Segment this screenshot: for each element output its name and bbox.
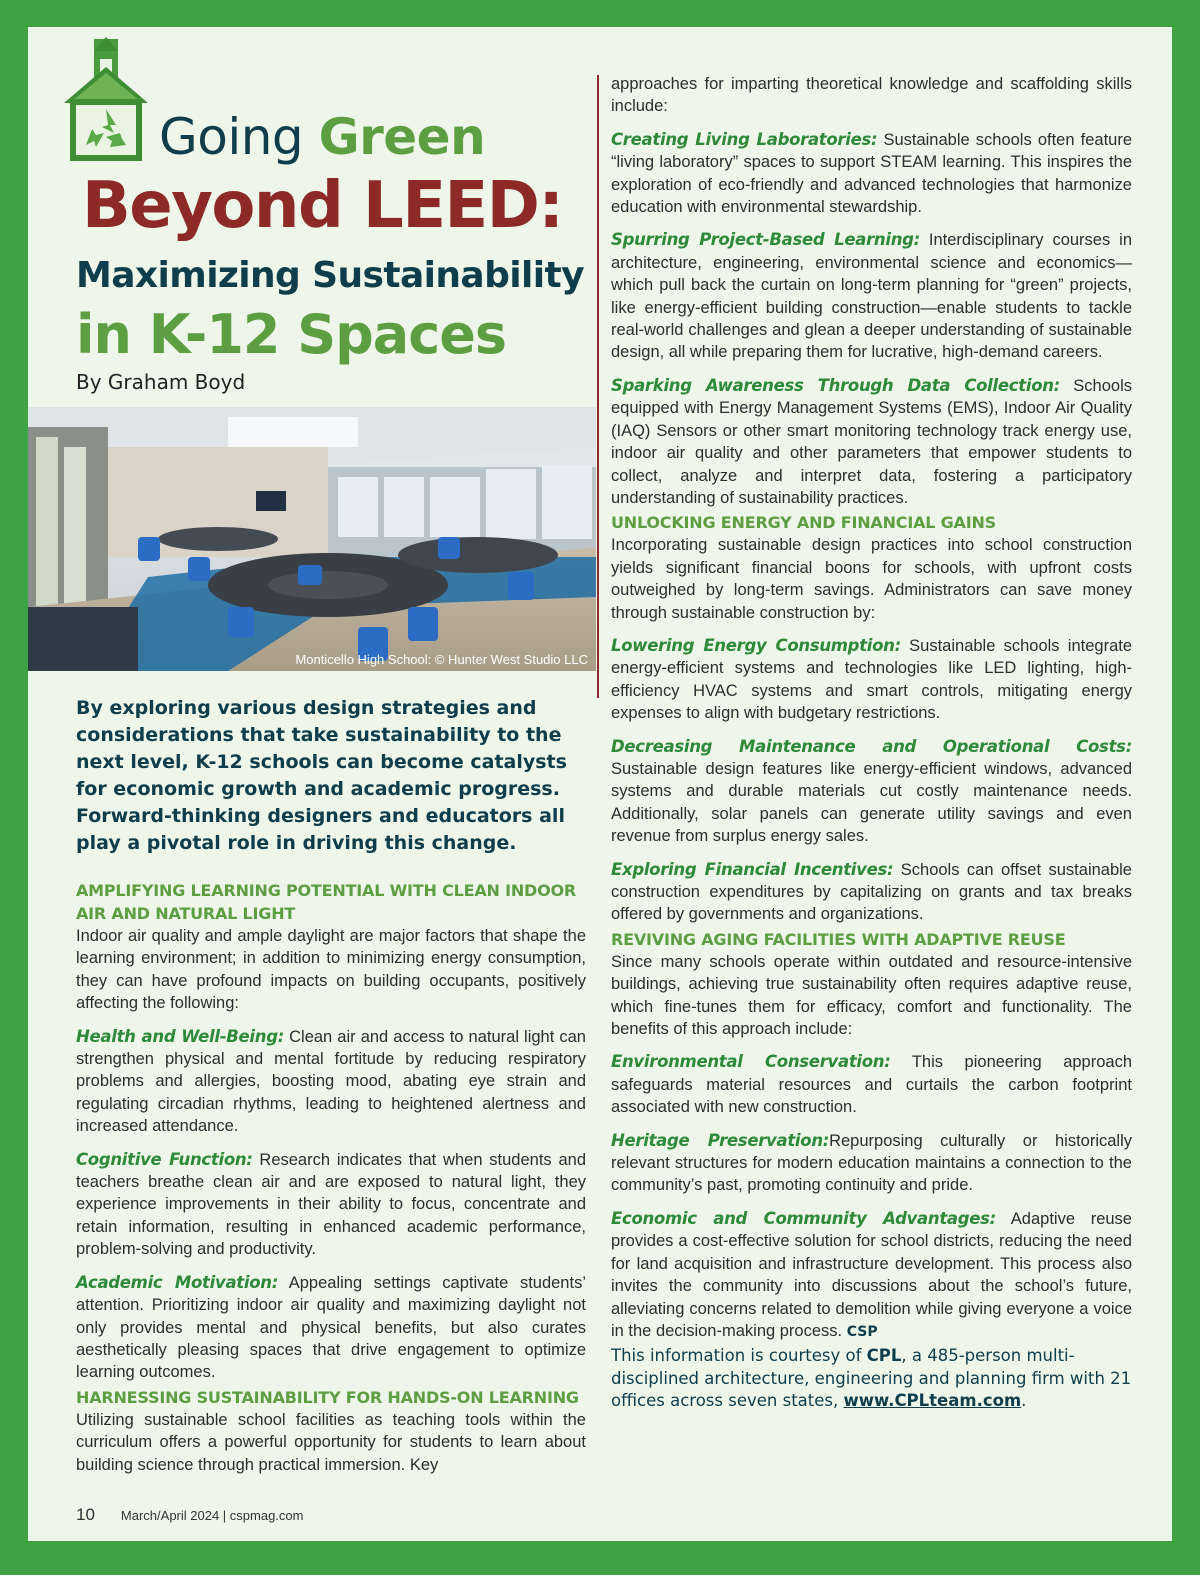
right-body bbox=[611, 73, 1132, 1413]
list-item bbox=[76, 1272, 586, 1384]
section-heading-reviving: REVIVING AGING FACILITIES WITH ADAPTIVE REUSE bbox=[611, 929, 1066, 949]
section-heading-harnessing: HARNESSING SUSTAINABILITY FOR HANDS-ON LEARNING bbox=[76, 1387, 579, 1407]
left-column bbox=[28, 27, 600, 1541]
item-text: Repurposing culturally or historically relevant structures for modern education maintains a connection to the community’s past, promoting continuity and pride. bbox=[611, 1131, 1132, 1195]
section-intro: Since many schools operate within outdated and resource-intensive buildings, achieving true sustainability often requires adaptive reuse, which fine-tunes them for efficacy, comfort and functionality. The benefits of this approach include: bbox=[611, 952, 1132, 1039]
item-term: Environmental Conservation: bbox=[611, 1052, 891, 1072]
section-intro: Incorporating sustainable design practices into school construction yields significant financial boons for schools, with upfront costs outweighed by long-term savings. Administrators can save money through sustainable construction by: bbox=[611, 536, 1132, 622]
item-text: This pioneering approach safeguards material resources and curtails the carbon footprint associated with new construction. bbox=[611, 1053, 1132, 1117]
list-item bbox=[611, 1051, 1132, 1118]
item-text: Schools equipped with Energy Management Systems (EMS), Indoor Air Quality (IAQ) Sensors or other smart monitoring technology track energy use, indoor air quality and other parameters that empower students to collect, analyze and interpret data, fostering a participatory understanding of sustainability practices. bbox=[611, 376, 1132, 507]
issue-info: March/April 2024 | cspmag.com bbox=[120, 1508, 304, 1523]
end-mark: CSP bbox=[846, 1323, 878, 1340]
section-heading-unlocking: UNLOCKING ENERGY AND FINANCIAL GAINS bbox=[611, 513, 997, 533]
item-term: Creating Living Laboratories: bbox=[611, 129, 878, 149]
item-term: Sparking Awareness Through Data Collection: bbox=[611, 375, 1060, 395]
left-body bbox=[76, 879, 586, 1476]
article-subtitle-line1: Maximizing Sustainability bbox=[76, 255, 584, 296]
list-item bbox=[611, 859, 1132, 926]
right-column bbox=[599, 27, 1172, 1541]
item-term: Economic and Community Advantages: bbox=[611, 1208, 996, 1228]
item-term: Exploring Financial Incentives: bbox=[611, 859, 894, 879]
list-item bbox=[611, 1208, 1132, 1343]
kicker-going: Going bbox=[159, 108, 304, 166]
item-text: Research indicates that when students and teachers breathe clean air and are exposed to natural light, they experience improvements in their ability to focus, concentrate and retain information, resulting in enhanced academic performance, problem-solving and productivity. bbox=[76, 1150, 586, 1259]
list-item bbox=[76, 1026, 586, 1138]
credit-text: . bbox=[1021, 1391, 1027, 1411]
kicker-green: Green bbox=[318, 108, 486, 166]
page-number: 10 bbox=[76, 1505, 95, 1524]
list-item bbox=[611, 129, 1132, 219]
classroom-photo bbox=[28, 407, 596, 671]
credit-text: This information is courtesy of bbox=[611, 1346, 867, 1366]
list-item bbox=[611, 736, 1132, 848]
kicker bbox=[159, 109, 485, 165]
section-continuation: approaches for imparting theoretical knowledge and scaffolding skills include: bbox=[611, 75, 1132, 116]
credit-org: CPL bbox=[866, 1346, 902, 1366]
item-term: Decreasing Maintenance and Operational Costs: bbox=[611, 736, 1132, 756]
credit-text: , a 485-person multi-disciplined architecture, engineering and planning firm with 21 offices across seven states, bbox=[611, 1346, 1132, 1411]
item-text: Schools can offset sustainable construction expenditures by capitalizing on grants and tax breaks offered by governments and organizations. bbox=[611, 860, 1132, 924]
list-item bbox=[76, 1149, 586, 1261]
item-text: Sustainable schools integrate energy-efficient systems and technologies like LED lighting, high-efficiency HVAC systems and smart controls, mitigating energy expenses to align with budgetary restrictions. bbox=[611, 636, 1133, 723]
item-term: Health and Well-Being: bbox=[76, 1026, 285, 1046]
item-term: Academic Motivation: bbox=[76, 1272, 279, 1292]
author-credit bbox=[611, 1345, 1132, 1413]
page-footer bbox=[76, 1505, 303, 1525]
list-item bbox=[611, 1130, 1132, 1197]
schoolhouse-recycle-logo-icon bbox=[64, 37, 148, 163]
item-term: Heritage Preservation: bbox=[611, 1130, 830, 1150]
lead-paragraph: By exploring various design strategies and considerations that take sustainability to the next level, K-12 schools can become catalysts for economic growth and academic progress. Forward-thinking designers and educators all play a pivotal role in driving this change. bbox=[76, 697, 567, 854]
credit-url-link[interactable]: www.CPLteam.com bbox=[843, 1391, 1022, 1411]
item-text: Sustainable schools often feature “living laboratory” spaces to support STEAM learning. This inspires the exploration of eco-friendly and advanced technologies that harmonize education with environmental stewardship. bbox=[611, 130, 1132, 217]
item-term: Cognitive Function: bbox=[76, 1149, 253, 1169]
section-intro: Utilizing sustainable school facilities as teaching tools within the curriculum offers a powerful opportunity for students to learn about building science through practical immersion. Key bbox=[76, 1410, 586, 1474]
item-text: Adaptive reuse provides a cost-effective solution for school districts, reducing the need for land acquisition and infrastructure development. This process also invites the community into discussions about the school’s future, alleviating concerns related to demolition while giving everyone a voice in the decision-making process. bbox=[611, 1209, 1132, 1340]
item-text: Interdisciplinary courses in architecture, engineering, environmental science and economics—which pull back the curtain on long-term planning for “green” projects, like energy-efficient building construction—enable students to tackle real-world challenges and glean a deeper understanding of sustainable design, all while preparing them for lucrative, high-demand careers. bbox=[611, 231, 1132, 362]
classroom-illustration bbox=[28, 407, 596, 671]
magazine-page bbox=[28, 27, 1172, 1541]
article-subtitle-line2: in K-12 Spaces bbox=[76, 303, 507, 366]
list-item bbox=[611, 635, 1132, 725]
item-text: Clean air and access to natural light can strengthen physical and mental fortitude by reducing respiratory problems and allergies, boosting mood, abating eye strain and regulating circadian rhythms, leading to heightened alertness and increased attendance. bbox=[76, 1027, 586, 1136]
byline: By Graham Boyd bbox=[76, 370, 246, 394]
list-item bbox=[611, 375, 1132, 509]
item-term: Lowering Energy Consumption: bbox=[611, 635, 901, 655]
item-text: Appealing settings captivate students’ attention. Prioritizing indoor air quality and maximizing daylight not only provides mental and physical benefits, but also curates aesthetically pleasing spaces that drive engagement to optimize learning outcomes. bbox=[76, 1273, 586, 1382]
item-term: Spurring Project-Based Learning: bbox=[611, 230, 920, 250]
article-title: Beyond LEED: bbox=[82, 169, 563, 243]
photo-caption: Monticello High School: © Hunter West Studio LLC bbox=[295, 652, 588, 667]
item-text: Sustainable design features like energy-efficient windows, advanced systems and durable materials cut costly maintenance needs. Additionally, solar panels can generate utility savings and even revenue from surplus energy sales. bbox=[611, 759, 1132, 846]
section-intro: Indoor air quality and ample daylight are major factors that shape the learning environment; in addition to minimizing energy consumption, they can have profound impacts on building occupants, positively affecting the following: bbox=[76, 927, 586, 1013]
section-heading-amplifying: AMPLIFYING LEARNING POTENTIAL WITH CLEAN INDOOR AIR AND NATURAL LIGHT bbox=[76, 881, 577, 923]
list-item bbox=[611, 229, 1132, 363]
